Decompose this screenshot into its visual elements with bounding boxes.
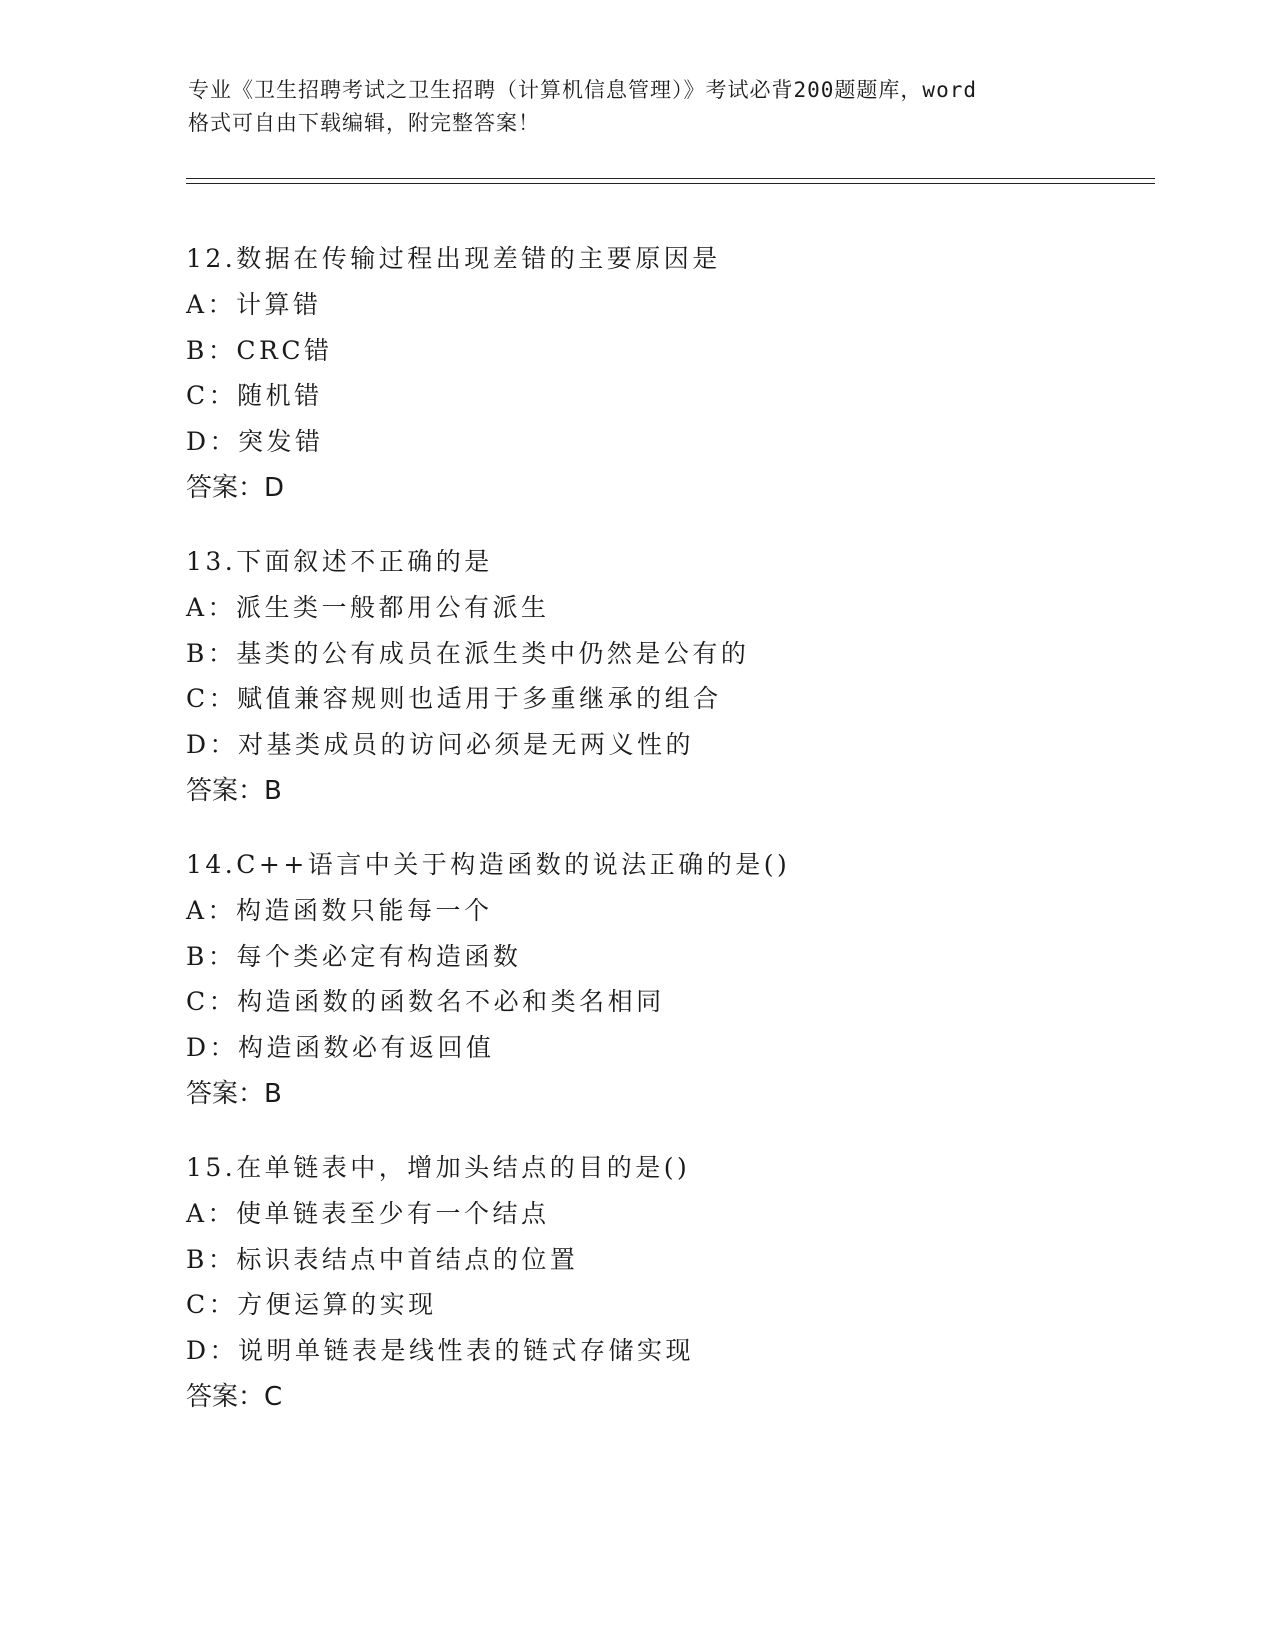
option-d: D：构造函数必有返回值 bbox=[186, 1033, 495, 1063]
document-header bbox=[188, 74, 1098, 140]
option-b: B：基类的公有成员在派生类中仍然是公有的 bbox=[186, 638, 750, 668]
answer-label: 答案：B bbox=[186, 1078, 282, 1109]
question-stem: 14.C++语言中关于构造函数的说法正确的是() bbox=[186, 849, 791, 879]
option-c: C：方便运算的实现 bbox=[186, 1290, 437, 1320]
option-c: C：构造函数的函数名不必和类名相同 bbox=[186, 987, 665, 1017]
option-a: A：使单链表至少有一个结点 bbox=[186, 1198, 550, 1228]
option-d: D：对基类成员的访问必须是无两义性的 bbox=[186, 730, 695, 760]
option-d: D：突发错 bbox=[186, 427, 324, 457]
answer-label: 答案：C bbox=[186, 1381, 283, 1412]
question-list bbox=[186, 236, 1166, 1448]
option-a: A：构造函数只能每一个 bbox=[186, 895, 493, 925]
option-c: C：赋值兼容规则也适用于多重继承的组合 bbox=[186, 684, 722, 714]
option-b: B：CRC错 bbox=[186, 335, 333, 365]
option-a: A：派生类一般都用公有派生 bbox=[186, 592, 550, 622]
question-stem: 12.数据在传输过程出现差错的主要原因是 bbox=[186, 244, 721, 273]
option-c: C：随机错 bbox=[186, 381, 323, 411]
header-divider-bottom bbox=[186, 183, 1155, 184]
question-stem: 13.下面叙述不正确的是 bbox=[186, 546, 493, 576]
answer-label: 答案：B bbox=[186, 775, 282, 806]
header-divider-top bbox=[186, 178, 1155, 179]
question-13 bbox=[186, 539, 1166, 814]
header-line-1: 专业《卫生招聘考试之卫生招聘（计算机信息管理）》考试必背200题题库，word bbox=[188, 78, 977, 102]
option-b: B：标识表结点中首结点的位置 bbox=[186, 1244, 579, 1274]
option-b: B：每个类必定有构造函数 bbox=[186, 941, 522, 971]
header-line-2: 格式可自由下载编辑，附完整答案！ bbox=[188, 111, 540, 135]
question-15 bbox=[186, 1145, 1166, 1420]
question-14 bbox=[186, 842, 1166, 1117]
answer-label: 答案：D bbox=[186, 472, 285, 503]
option-d: D：说明单链表是线性表的链式存储实现 bbox=[186, 1336, 695, 1366]
question-stem: 15.在单链表中，增加头结点的目的是() bbox=[186, 1152, 691, 1182]
option-a: A：计算错 bbox=[186, 289, 322, 319]
question-12 bbox=[186, 236, 1166, 511]
